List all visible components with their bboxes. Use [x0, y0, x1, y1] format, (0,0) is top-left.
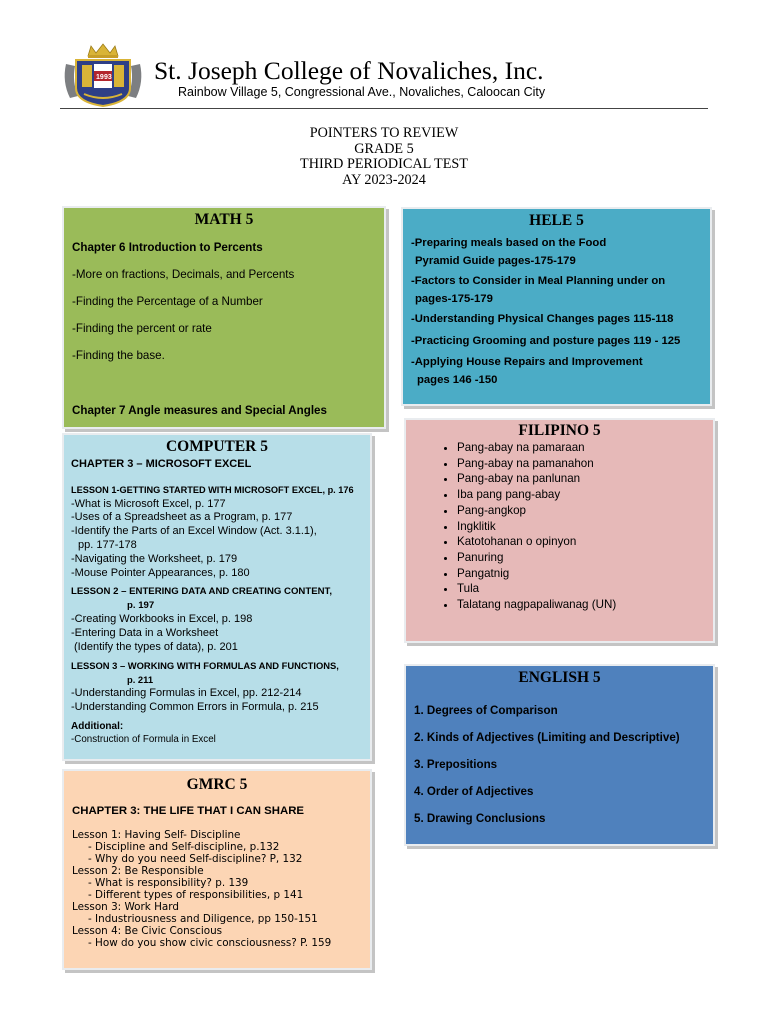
- english-item: 5. Drawing Conclusions: [414, 812, 546, 825]
- header-divider: [60, 108, 708, 109]
- filipino-item: • Pang-abay na panlunan: [457, 471, 713, 487]
- computer-item: -Understanding Common Errors in Formula, p. 215: [71, 700, 319, 713]
- english-title: ENGLISH 5: [518, 669, 601, 686]
- gmrc-panel: [62, 769, 372, 970]
- filipino-item: • Pang-abay na pamaraan: [457, 440, 713, 456]
- computer-item: -What is Microsoft Excel, p. 177: [71, 497, 226, 510]
- logo-year-right: 93: [104, 74, 112, 81]
- computer-item: pp. 177-178: [78, 538, 137, 551]
- title-line-2: GRADE 5: [354, 140, 414, 157]
- math-item: -Finding the Percentage of a Number: [72, 295, 263, 308]
- filipino-item: • Pangatnig: [457, 566, 713, 582]
- logo-year-left: 19: [96, 74, 104, 81]
- filipino-item: • Tula: [457, 581, 713, 597]
- gmrc-item: - Why do you need Self-discipline? P, 132: [88, 853, 303, 865]
- english-item: 3. Prepositions: [414, 758, 498, 771]
- computer-chapter: CHAPTER 3 – MICROSOFT EXCEL: [71, 458, 252, 470]
- math-item: -More on fractions, Decimals, and Percents: [72, 268, 295, 281]
- english-item: 1. Degrees of Comparison: [414, 704, 558, 717]
- computer-item: -Understanding Formulas in Excel, pp. 212-214: [71, 686, 302, 699]
- filipino-item: • Talatang nagpapaliwanag (UN): [457, 597, 713, 613]
- filipino-title: FILIPINO 5: [518, 422, 601, 439]
- gmrc-lesson: Lesson 3: Work Hard: [72, 901, 179, 913]
- filipino-item: • Iba pang pang-abay: [457, 487, 713, 503]
- computer-lesson-3: LESSON 3 – WORKING WITH FORMULAS AND FUNCTIONS,: [71, 660, 339, 672]
- gmrc-item: - What is responsibility? p. 139: [88, 877, 249, 889]
- hele-item: -Preparing meals based on the Food: [411, 237, 607, 249]
- gmrc-lesson: Lesson 4: Be Civic Conscious: [72, 925, 223, 937]
- english-panel: [404, 664, 715, 846]
- title-line-1: POINTERS TO REVIEW: [309, 125, 459, 141]
- hele-panel: [401, 207, 712, 406]
- hele-item: -Practicing Grooming and posture pages 119 - 125: [411, 335, 681, 347]
- crown-icon: [88, 44, 118, 58]
- math-panel: [62, 206, 386, 429]
- gmrc-item: - How do you show civic consciousness? P. 159: [88, 937, 332, 949]
- computer-item: -Entering Data in a Worksheet: [71, 626, 219, 639]
- hele-item: pages-175-179: [415, 293, 493, 305]
- school-name: St. Joseph College of Novaliches, Inc.: [154, 56, 544, 85]
- math-chapter-6: Chapter 6 Introduction to Percents: [72, 241, 263, 254]
- gmrc-item: - Industriousness and Diligence, pp 150-151: [88, 913, 318, 925]
- computer-title: COMPUTER 5: [165, 438, 269, 455]
- filipino-panel: [404, 418, 715, 643]
- filipino-list: [406, 440, 713, 613]
- hele-item: -Factors to Consider in Meal Planning under on: [411, 275, 666, 287]
- document-title: [0, 126, 768, 188]
- computer-panel: [62, 433, 372, 761]
- filipino-item: • Pang-angkop: [457, 503, 713, 519]
- computer-lesson-1: LESSON 1-GETTING STARTED WITH MICROSOFT EXCEL, p. 176: [71, 484, 354, 495]
- hele-item: -Understanding Physical Changes pages 115-118: [411, 313, 674, 325]
- gmrc-lesson: Lesson 2: Be Responsible: [72, 865, 204, 877]
- computer-additional-label: Additional:: [71, 720, 124, 732]
- hele-item: pages 146 -150: [417, 374, 498, 386]
- computer-item: -Mouse Pointer Appearances, p. 180: [71, 566, 250, 579]
- computer-item: -Navigating the Worksheet, p. 179: [71, 552, 238, 565]
- gmrc-item: - Different types of responsibilities, p 141: [88, 889, 304, 901]
- gmrc-lesson: Lesson 1: Having Self- Discipline: [72, 829, 241, 841]
- english-item: 2. Kinds of Adjectives (Limiting and Descriptive): [414, 731, 680, 744]
- computer-additional-item: -Construction of Formula in Excel: [71, 734, 216, 746]
- math-item: -Finding the base.: [72, 349, 165, 362]
- gmrc-chapter: CHAPTER 3: THE LIFE THAT I CAN SHARE: [72, 805, 305, 817]
- computer-item: -Identify the Parts of an Excel Window (Act. 3.1.1),: [71, 525, 317, 538]
- hele-item: -Applying House Repairs and Improvement: [411, 356, 643, 368]
- english-item: 4. Order of Adjectives: [414, 785, 534, 798]
- hele-title: HELE 5: [529, 212, 584, 229]
- school-address: Rainbow Village 5, Congressional Ave., Novaliches, Caloocan City: [178, 85, 546, 99]
- math-title: MATH 5: [194, 211, 254, 228]
- computer-lesson-2-page: p. 197: [127, 600, 155, 612]
- computer-item: -Uses of a Spreadsheet as a Program, p. 177: [71, 511, 293, 524]
- filipino-item: • Pang-abay na pamanahon: [457, 456, 713, 472]
- hele-item: Pyramid Guide pages-175-179: [415, 255, 576, 267]
- computer-item: (Identify the types of data), p. 201: [74, 640, 238, 653]
- gmrc-item: - Discipline and Self-discipline, p.132: [88, 841, 280, 853]
- math-item: -Finding the percent or rate: [72, 322, 212, 335]
- gmrc-title: GMRC 5: [186, 776, 248, 793]
- title-line-4: AY 2023-2024: [342, 171, 426, 188]
- filipino-item: • Katotohanan o opinyon: [457, 534, 713, 550]
- filipino-item: • Ingklitik: [457, 519, 713, 535]
- math-chapter-7: Chapter 7 Angle measures and Special Angles: [72, 404, 327, 417]
- filipino-item: • Panuring: [457, 550, 713, 566]
- computer-lesson-2: LESSON 2 – ENTERING DATA AND CREATING CONTENT,: [71, 586, 332, 598]
- title-line-3: THIRD PERIODICAL TEST: [300, 156, 468, 173]
- computer-item: -Creating Workbooks in Excel, p. 198: [71, 612, 253, 625]
- shield-emblem: [76, 60, 130, 106]
- computer-lesson-3-page: p. 211: [127, 674, 154, 686]
- school-logo: [60, 42, 146, 108]
